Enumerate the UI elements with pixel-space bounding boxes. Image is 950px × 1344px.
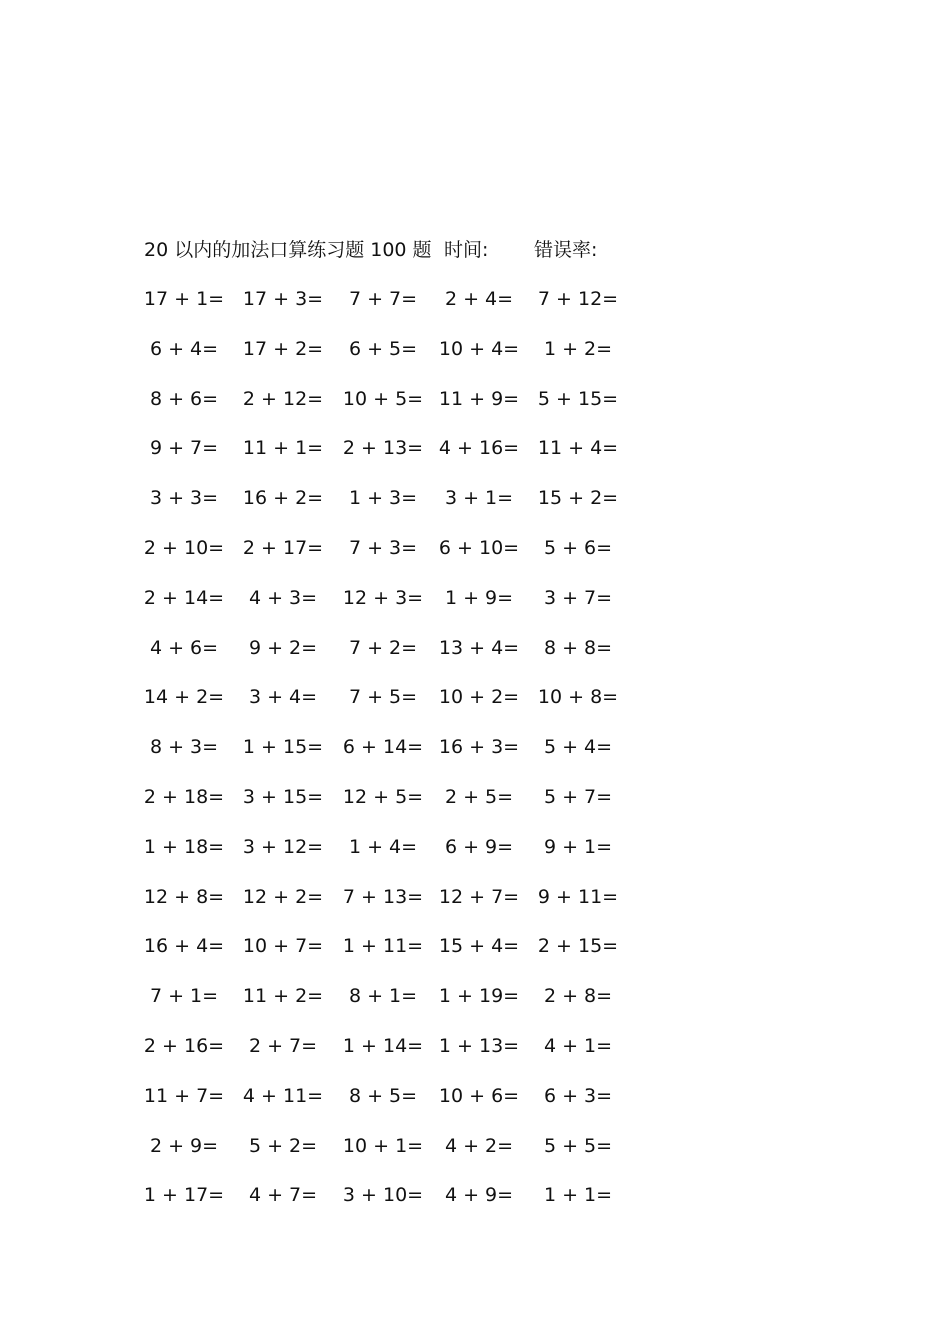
addition-problem: 2 + 8= (543, 985, 613, 1008)
addition-problem: 7 + 3= (348, 537, 418, 559)
addition-problem: 1 + 15= (242, 736, 324, 759)
addition-problem: 11 + 4= (537, 437, 619, 460)
addition-problem: 3 + 12= (242, 835, 324, 858)
addition-problem: 14 + 2= (143, 686, 225, 709)
addition-problem: 6 + 9= (444, 835, 514, 858)
addition-problem: 16 + 4= (143, 935, 225, 958)
addition-problem: 6 + 5= (348, 337, 418, 360)
addition-problem: 10 + 8= (537, 686, 619, 709)
addition-problem: 17 + 3= (242, 288, 324, 310)
addition-problem: 9 + 2= (248, 636, 318, 659)
addition-problem: 12 + 5= (342, 786, 424, 808)
addition-problem: 4 + 1= (543, 1035, 613, 1057)
addition-problem: 1 + 18= (143, 835, 225, 858)
addition-problem: 7 + 1= (149, 985, 219, 1008)
problem-row (144, 1180, 664, 1210)
problem-row (144, 483, 664, 513)
addition-problem: 10 + 4= (438, 337, 520, 360)
addition-problem: 8 + 8= (543, 636, 613, 659)
addition-problem: 9 + 11= (537, 885, 619, 908)
problem-row (144, 832, 664, 862)
addition-problem: 5 + 2= (248, 1134, 318, 1157)
addition-problem: 8 + 3= (149, 736, 219, 759)
addition-problem: 13 + 4= (438, 636, 520, 659)
problem-row (144, 533, 664, 563)
addition-problem: 12 + 2= (242, 885, 324, 908)
addition-problem: 4 + 11= (242, 1084, 324, 1107)
addition-problem: 8 + 6= (149, 387, 219, 410)
addition-problem: 5 + 15= (537, 387, 619, 410)
addition-problem: 12 + 7= (438, 885, 520, 908)
addition-problem: 1 + 13= (438, 1035, 520, 1057)
problem-row (144, 782, 664, 812)
addition-problem: 8 + 1= (348, 985, 418, 1008)
addition-problem: 10 + 6= (438, 1084, 520, 1107)
addition-problem: 7 + 7= (348, 288, 418, 310)
addition-problem: 5 + 5= (543, 1134, 613, 1157)
addition-problem: 8 + 5= (348, 1084, 418, 1107)
addition-problem: 3 + 7= (543, 586, 613, 609)
addition-problem: 4 + 16= (438, 437, 520, 460)
addition-problem: 10 + 1= (342, 1134, 424, 1157)
problem-row (144, 931, 664, 961)
addition-problem: 2 + 13= (342, 437, 424, 460)
problem-row (144, 384, 664, 414)
addition-problem: 5 + 4= (543, 736, 613, 759)
addition-problem: 10 + 2= (438, 686, 520, 709)
addition-problem: 15 + 2= (537, 487, 619, 510)
addition-problem: 7 + 12= (537, 288, 619, 310)
addition-problem: 7 + 5= (348, 686, 418, 709)
problem-row (144, 1031, 664, 1061)
addition-problem: 16 + 3= (438, 736, 520, 759)
problem-row (144, 1081, 664, 1111)
addition-problem: 3 + 3= (149, 487, 219, 510)
worksheet-title: 20 以内的加法口算练习题 100 题 (144, 239, 432, 261)
addition-problem: 5 + 7= (543, 786, 613, 808)
addition-problem: 1 + 3= (348, 487, 418, 510)
problem-row (144, 284, 664, 314)
problem-row (144, 334, 664, 364)
addition-problem: 4 + 6= (149, 636, 219, 659)
addition-problem: 1 + 4= (348, 835, 418, 858)
addition-problem: 2 + 7= (248, 1035, 318, 1057)
problem-row (144, 882, 664, 912)
addition-problem: 16 + 2= (242, 487, 324, 510)
addition-problem: 1 + 14= (342, 1035, 424, 1057)
addition-problem: 2 + 14= (143, 586, 225, 609)
addition-problem: 3 + 4= (248, 686, 318, 709)
addition-problem: 4 + 3= (248, 586, 318, 609)
addition-problem: 2 + 16= (143, 1035, 225, 1057)
addition-problem: 12 + 3= (342, 586, 424, 609)
time-label: 时间: (444, 239, 489, 261)
addition-problem: 2 + 4= (444, 288, 514, 310)
error-rate-label: 错误率: (534, 239, 598, 261)
addition-problem: 10 + 7= (242, 935, 324, 958)
addition-problem: 17 + 2= (242, 337, 324, 360)
addition-problem: 4 + 9= (444, 1184, 514, 1207)
addition-problem: 6 + 14= (342, 736, 424, 759)
addition-problem: 11 + 1= (242, 437, 324, 460)
addition-problem: 4 + 7= (248, 1184, 318, 1207)
problem-row (144, 1131, 664, 1161)
addition-problem: 1 + 9= (444, 586, 514, 609)
problem-row (144, 433, 664, 463)
problem-row (144, 732, 664, 762)
addition-problem: 5 + 6= (543, 537, 613, 559)
addition-problem: 10 + 5= (342, 387, 424, 410)
addition-problem: 7 + 2= (348, 636, 418, 659)
addition-problem: 9 + 7= (149, 437, 219, 460)
addition-problem: 1 + 1= (543, 1184, 613, 1207)
problem-row (144, 583, 664, 613)
addition-problem: 2 + 5= (444, 786, 514, 808)
addition-problem: 6 + 10= (438, 537, 520, 559)
problem-row (144, 682, 664, 712)
addition-problem: 6 + 4= (149, 337, 219, 360)
addition-problem: 2 + 12= (242, 387, 324, 410)
addition-problem: 2 + 18= (143, 786, 225, 808)
addition-problem: 17 + 1= (143, 288, 225, 310)
addition-problem: 2 + 10= (143, 537, 225, 559)
addition-problem: 12 + 8= (143, 885, 225, 908)
addition-problem: 1 + 11= (342, 935, 424, 958)
addition-problem: 3 + 15= (242, 786, 324, 808)
addition-problem: 11 + 9= (438, 387, 520, 410)
addition-problem: 2 + 17= (242, 537, 324, 559)
addition-problem: 3 + 1= (444, 487, 514, 510)
addition-problem: 9 + 1= (543, 835, 613, 858)
addition-problem: 3 + 10= (342, 1184, 424, 1207)
addition-problem: 1 + 19= (438, 985, 520, 1008)
addition-problem: 4 + 2= (444, 1134, 514, 1157)
addition-problem: 2 + 15= (537, 935, 619, 958)
addition-problem: 2 + 9= (149, 1134, 219, 1157)
addition-problem: 11 + 7= (143, 1084, 225, 1107)
addition-problem: 11 + 2= (242, 985, 324, 1008)
problem-row (144, 633, 664, 663)
addition-problem: 6 + 3= (543, 1084, 613, 1107)
addition-problem: 1 + 17= (143, 1184, 225, 1207)
addition-problem: 1 + 2= (543, 337, 613, 360)
addition-problem: 15 + 4= (438, 935, 520, 958)
problem-row (144, 981, 664, 1011)
addition-problem: 7 + 13= (342, 885, 424, 908)
